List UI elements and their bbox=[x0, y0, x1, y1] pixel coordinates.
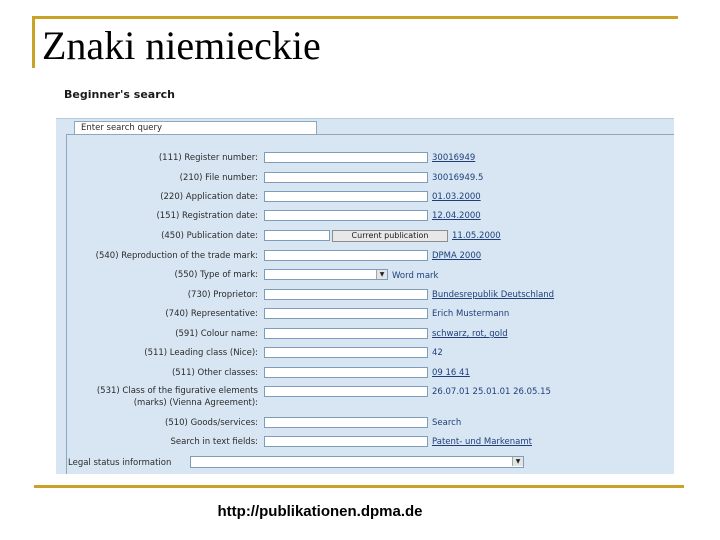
registration-date-input[interactable] bbox=[264, 210, 428, 221]
tab-enter-search-query[interactable]: Enter search query bbox=[74, 121, 317, 135]
current-publication-button[interactable]: Current publication bbox=[332, 230, 448, 242]
publication-date-label: (450) Publication date: bbox=[161, 231, 258, 241]
legal-status-label: Legal status information bbox=[68, 458, 172, 468]
type-of-mark-label: (550) Type of mark: bbox=[174, 270, 258, 280]
proprietor-input[interactable] bbox=[264, 289, 428, 300]
reproduction-value[interactable]: DPMA 2000 bbox=[432, 251, 482, 261]
representative-input[interactable] bbox=[264, 308, 428, 319]
other-classes-input[interactable] bbox=[264, 367, 428, 378]
colour-name-label: (591) Colour name: bbox=[175, 329, 258, 339]
registration-date-label: (151) Registration date: bbox=[156, 211, 258, 221]
footer-rule bbox=[34, 485, 684, 488]
title-rule-horizontal bbox=[34, 16, 678, 19]
header-divider bbox=[56, 118, 674, 119]
leading-class-label: (511) Leading class (Nice): bbox=[144, 348, 258, 358]
registration-date-value[interactable]: 12.04.2000 bbox=[432, 211, 481, 221]
title-rule-vertical bbox=[32, 16, 35, 68]
register-number-label: (111) Register number: bbox=[158, 153, 258, 163]
app-header bbox=[56, 85, 674, 119]
representative-label: (740) Representative: bbox=[165, 309, 258, 319]
goods-services-input[interactable] bbox=[264, 417, 428, 428]
figurative-class-input[interactable] bbox=[264, 386, 428, 397]
application-date-value[interactable]: 01.03.2000 bbox=[432, 192, 481, 202]
source-url[interactable]: http://publikationen.dpma.de bbox=[217, 503, 423, 520]
app-title: Beginner's search bbox=[64, 88, 175, 101]
file-number-value: 30016949.5 bbox=[432, 173, 484, 183]
other-classes-label: (511) Other classes: bbox=[171, 368, 258, 378]
search-screenshot bbox=[56, 85, 674, 474]
figurative-class-label: (531) Class of the figurative elements bbox=[96, 386, 258, 396]
application-date-label: (220) Application date: bbox=[160, 192, 258, 202]
slide-title: Znaki niemieckie bbox=[42, 23, 321, 68]
register-number-value[interactable]: 30016949 bbox=[432, 153, 476, 163]
goods-services-label: (510) Goods/services: bbox=[165, 418, 258, 428]
file-number-label: (210) File number: bbox=[179, 173, 258, 183]
text-fields-label: Search in text fields: bbox=[170, 437, 258, 447]
leading-class-input[interactable] bbox=[264, 347, 428, 358]
representative-value: Erich Mustermann bbox=[432, 309, 510, 319]
publication-date-input[interactable] bbox=[264, 230, 330, 241]
register-number-input[interactable] bbox=[264, 152, 428, 163]
colour-name-value[interactable]: schwarz, rot, gold bbox=[432, 329, 508, 339]
text-fields-value[interactable]: Patent- und Markenamt bbox=[432, 437, 532, 447]
text-fields-input[interactable] bbox=[264, 436, 428, 447]
figurative-class-label-line2: (marks) (Vienna Agreement): bbox=[133, 398, 258, 408]
goods-services-value: Search bbox=[432, 418, 462, 428]
leading-class-value: 42 bbox=[432, 348, 443, 358]
figurative-class-value: 26.07.01 25.01.01 26.05.15 bbox=[432, 387, 551, 397]
type-of-mark-value: Word mark bbox=[392, 271, 439, 281]
chevron-down-icon[interactable]: ▼ bbox=[376, 270, 387, 279]
legal-status-select[interactable] bbox=[190, 456, 524, 468]
proprietor-label: (730) Proprietor: bbox=[187, 290, 258, 300]
other-classes-value[interactable]: 09 16 41 bbox=[432, 368, 470, 378]
chevron-down-icon[interactable]: ▼ bbox=[512, 457, 523, 466]
reproduction-label: (540) Reproduction of the trade mark: bbox=[95, 251, 258, 261]
reproduction-input[interactable] bbox=[264, 250, 428, 261]
file-number-input[interactable] bbox=[264, 172, 428, 183]
colour-name-input[interactable] bbox=[264, 328, 428, 339]
type-of-mark-select[interactable] bbox=[264, 269, 388, 280]
application-date-input[interactable] bbox=[264, 191, 428, 202]
proprietor-value[interactable]: Bundesrepublik Deutschland bbox=[432, 290, 555, 300]
publication-date-value[interactable]: 11.05.2000 bbox=[452, 231, 501, 241]
